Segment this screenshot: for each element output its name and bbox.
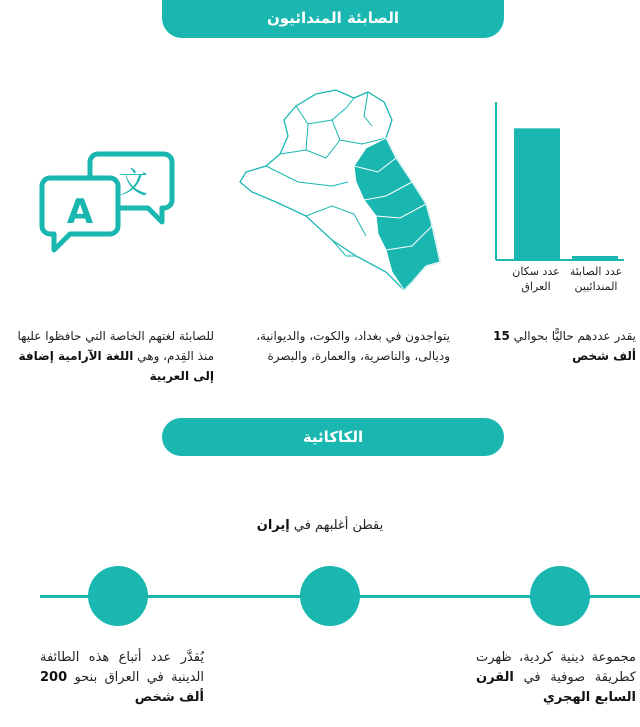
section-title-mandaeans: الصابئة المندائيون: [162, 0, 504, 38]
language-bold: اللغة الآرامية إضافة إلى العربية: [18, 349, 214, 383]
residence-bold: إيران: [256, 518, 290, 533]
followers-bold: ألف شخص: [134, 690, 204, 705]
followers-number: 200: [40, 670, 68, 685]
timeline-dot-middle: [300, 566, 360, 626]
followers-text: يُقدَّر عدد أتباع هذه الطائفة الدينية في العراق بنحو 200 ألف شخص: [40, 650, 204, 705]
bar-mandaeans-population: [572, 256, 618, 260]
locations-text: يتواجدون في بغداد، والكوت، والديوانية، وديالى، والناصرية، والعمارة، والبصرة: [256, 329, 450, 363]
iraq-map-icon: [236, 86, 446, 292]
population-bold: ألف شخص: [572, 349, 636, 363]
bar-label-iraq-population: عدد سكان العراق: [512, 265, 560, 293]
timeline-dot-left: [88, 566, 148, 626]
origin-bold: القرن السابع الهجري: [476, 670, 636, 705]
translate-icon: [38, 148, 178, 258]
population-number: 15: [493, 329, 510, 343]
bar-label-mandaeans: عدد الصابئة المندائيين: [569, 265, 623, 293]
origin-text: مجموعة دينية كردية، ظهرت كطريقة صوفية في القرن السابع الهجري: [476, 650, 636, 705]
timeline-dot-right: [530, 566, 590, 626]
population-bar-chart: [488, 100, 628, 262]
svg-text:文: 文: [118, 166, 148, 201]
bar-iraq-population: [514, 128, 560, 260]
svg-text:A: A: [66, 192, 94, 232]
population-text: يقدر عددهم حاليًّا بحوالي 15 ألف شخص: [493, 329, 636, 363]
section-title-kakaiya: الكاكائية: [162, 418, 504, 456]
residence-text: يقطن أغلبهم في إيران: [256, 518, 384, 533]
language-text: للصابئة لغتهم الخاصة التي حافظوا عليها منذ القِدم، وهي اللغة الآرامية إضافة إلى العربية: [17, 329, 214, 383]
